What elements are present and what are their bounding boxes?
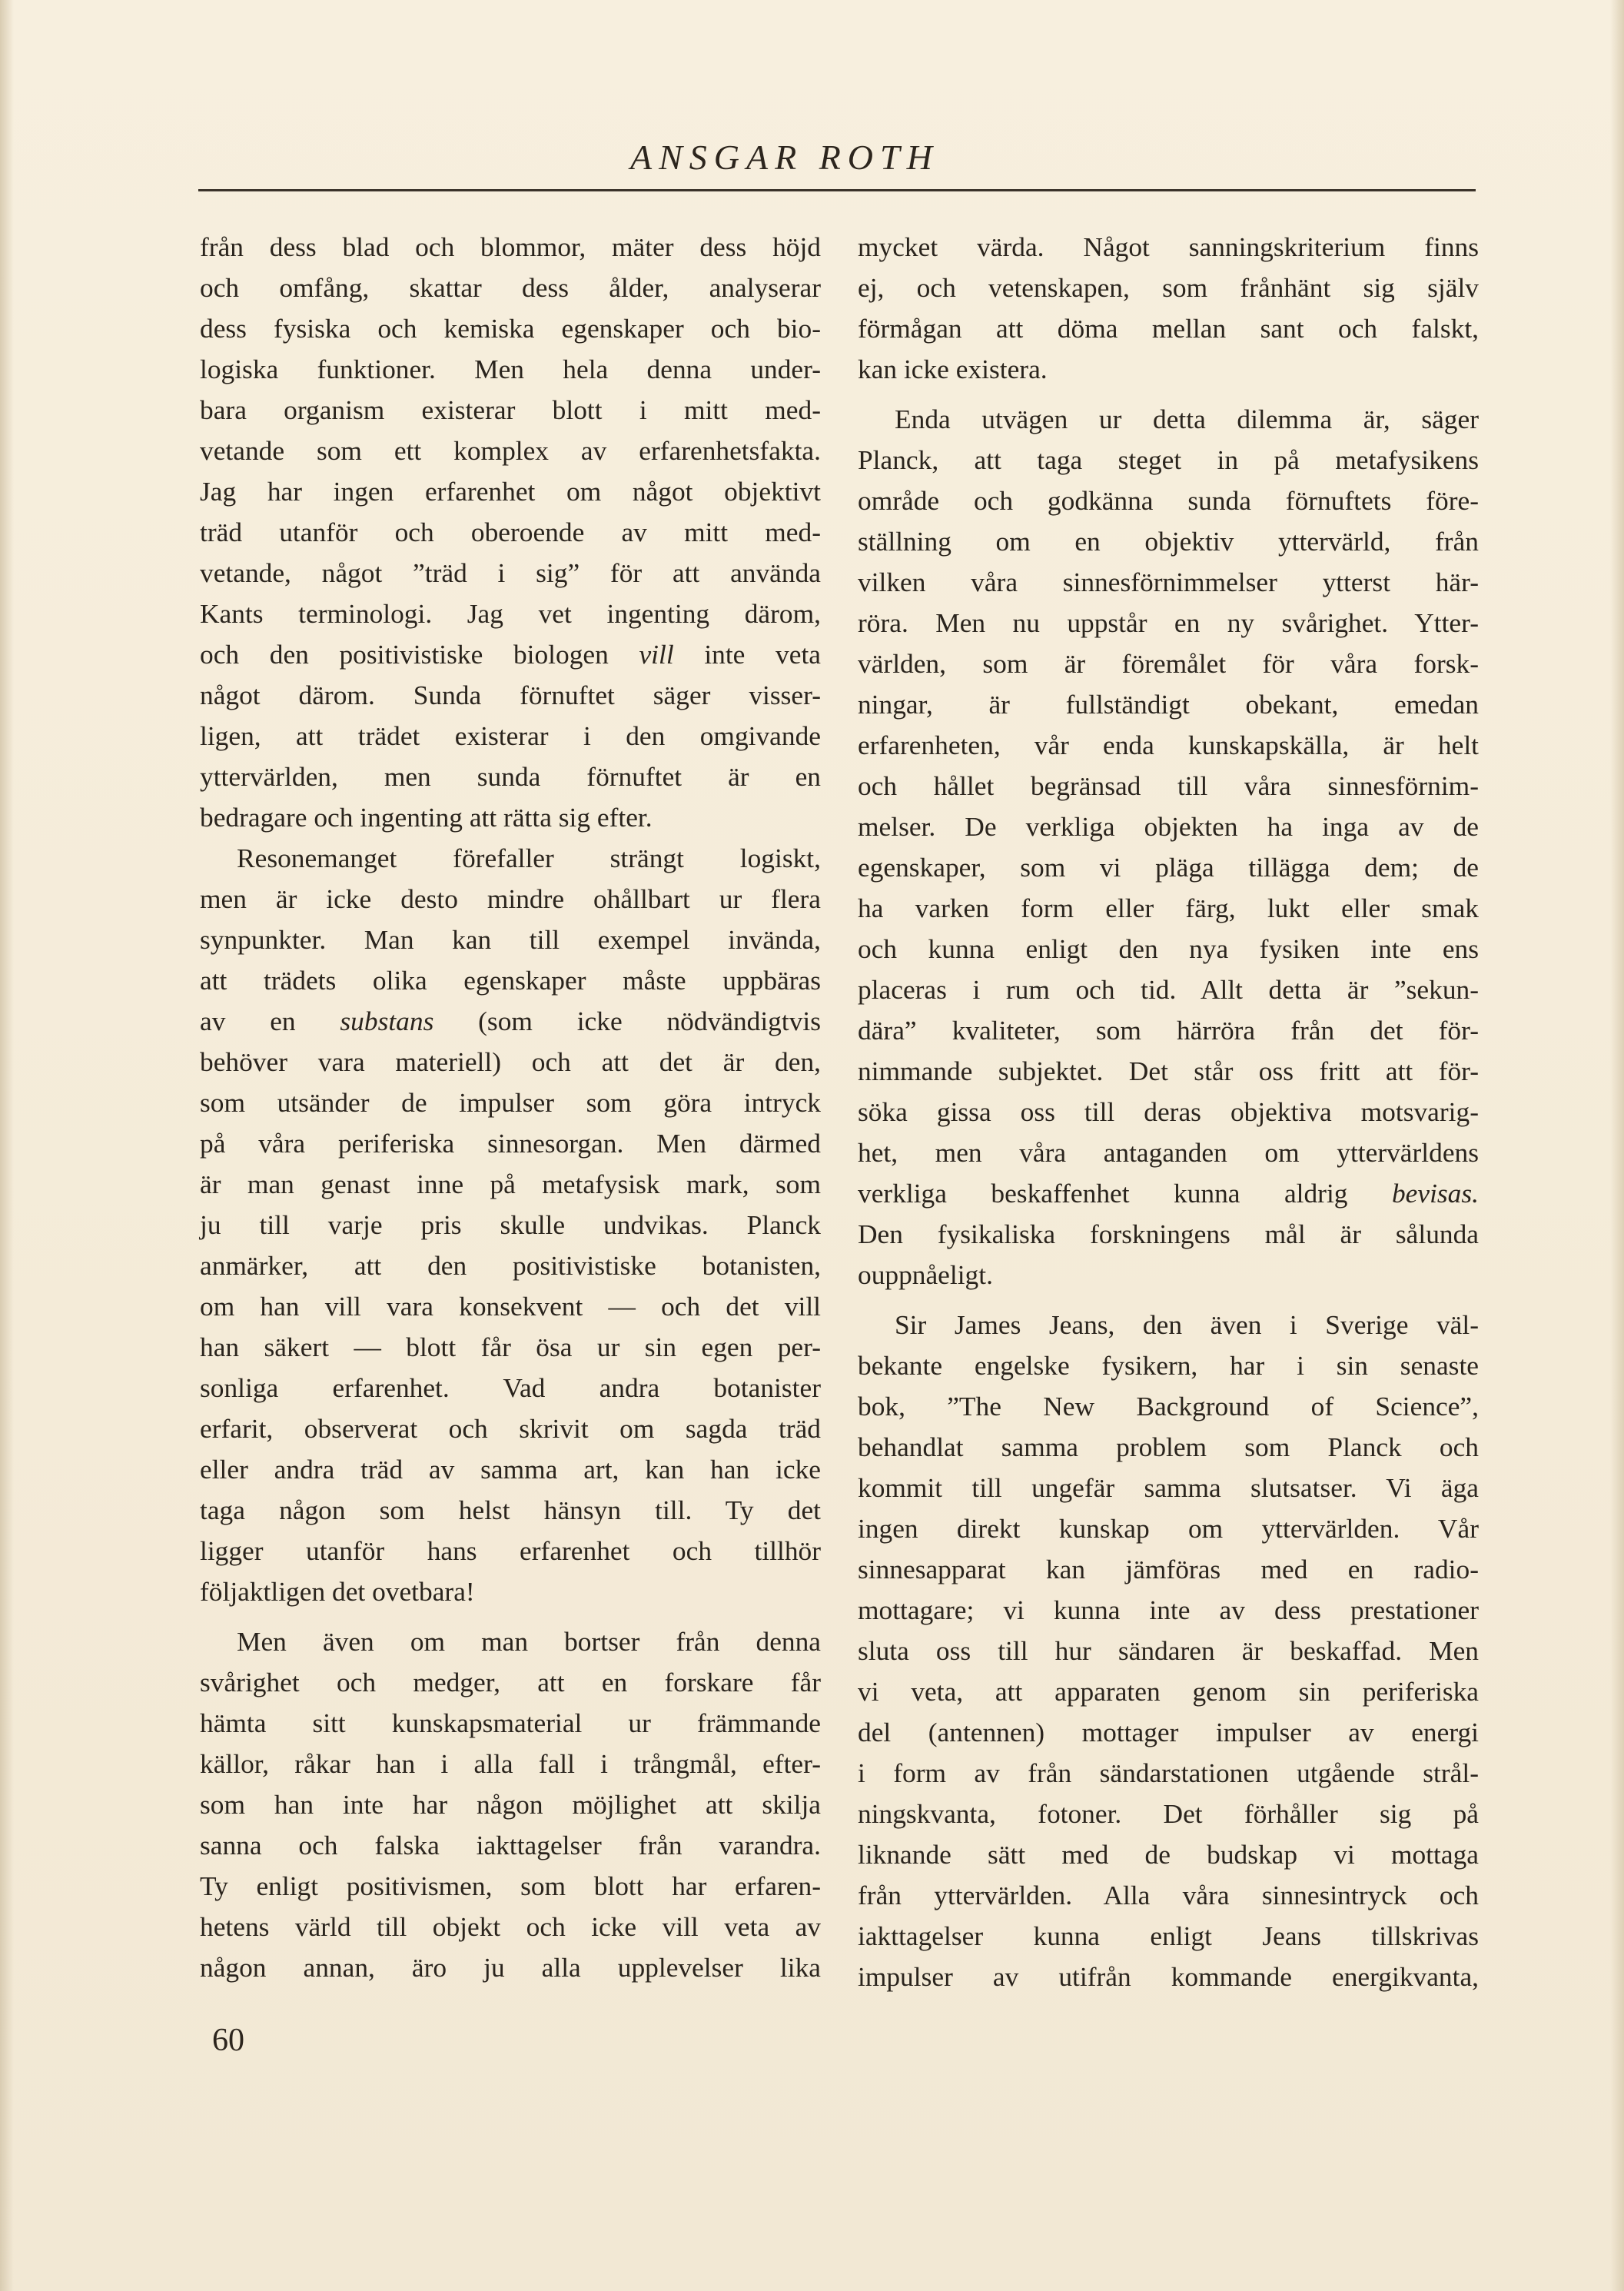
- text-line: röra. Men nu uppstår en ny svårighet. Ytter-: [858, 607, 1479, 638]
- text-line: dess fysiska och kemiska egenskaper och bio-: [200, 313, 821, 344]
- text-line: kan icke existera.: [858, 354, 1048, 384]
- text-line: ingen direkt kunskap om yttervärlden. Vår: [858, 1513, 1479, 1544]
- text-line: är man genast inne på metafysisk mark, som: [200, 1169, 821, 1199]
- left-text-column: [200, 227, 821, 1988]
- italic-word: vill: [639, 639, 674, 670]
- text-line: ha varken form eller färg, lukt eller smak: [858, 893, 1479, 923]
- text-line: kommit till ungefär samma slutsatser. Vi äga: [858, 1472, 1479, 1503]
- text-line: som utsänder de impulser som göra intryck: [200, 1087, 821, 1118]
- paragraph-first-line: Resonemanget förefaller strängt logiskt,: [237, 843, 821, 873]
- text-line: någon annan, äro ju alla upplevelser lika: [200, 1952, 821, 1983]
- text-line: hetens värld till objekt och icke vill veta av: [200, 1911, 821, 1942]
- text-line: hämta sitt kunskapsmaterial ur främmande: [200, 1707, 821, 1738]
- paragraph-first-line: Men även om man bortser från denna: [237, 1626, 821, 1657]
- right-text-column: [858, 227, 1479, 1997]
- italic-word: bevisas.: [1391, 1178, 1479, 1209]
- text-line: Planck, att taga steget in på metafysikens: [858, 444, 1479, 475]
- text-line: i form av från sändarstationen utgående strål-: [858, 1757, 1479, 1788]
- text-line-with-italic: [200, 1001, 821, 1042]
- text-line: något därom. Sunda förnuftet säger visser-: [200, 680, 821, 710]
- italic-word: substans: [340, 1006, 434, 1036]
- text-line: Kants terminologi. Jag vet ingenting därom,: [200, 598, 821, 629]
- text-line: sonliga erfarenhet. Vad andra botanister: [200, 1372, 821, 1403]
- text-line: dära” kvaliteter, som härröra från det för-: [858, 1015, 1479, 1046]
- text-line: han säkert — blott får ösa ur sin egen per-: [200, 1332, 821, 1362]
- text-line: område och godkänna sunda förnuftets före-: [858, 485, 1479, 516]
- page-number: 60: [212, 2023, 244, 2058]
- running-head: ANSGAR ROTH: [630, 138, 939, 177]
- text-line: världen, som är föremålet för våra forsk-: [858, 648, 1479, 679]
- text-line: impulser av utifrån kommande energikvanta,: [858, 1961, 1479, 1992]
- text-line: Den fysikaliska forskningens mål är sålunda: [858, 1219, 1479, 1249]
- text-line: söka gissa oss till deras objektiva motsvarig-: [858, 1096, 1479, 1127]
- text-line: mottagare; vi kunna inte av dess prestationer: [858, 1594, 1479, 1625]
- text-line: och omfång, skattar dess ålder, analyserar: [200, 272, 821, 303]
- text-line: eller andra träd av samma art, kan han icke: [200, 1454, 821, 1485]
- text-fragment: inte veta: [673, 639, 821, 670]
- text-line: placeras i rum och tid. Allt detta är ”sekun-: [858, 974, 1479, 1005]
- text-line: sanna och falska iakttagelser från varandra.: [200, 1830, 821, 1860]
- text-line: vilken våra sinnesförnimmelser ytterst här-: [858, 567, 1479, 597]
- text-line: förmågan att döma mellan sant och falskt,: [858, 313, 1479, 344]
- text-line: bok, ”The New Background of Science”,: [858, 1391, 1479, 1421]
- text-line: vetande som ett komplex av erfarenhetsfakta.: [200, 435, 821, 466]
- text-line: mycket värda. Något sanningskriterium finns: [858, 231, 1479, 262]
- text-line: liknande sätt med de budskap vi mottaga: [858, 1839, 1479, 1870]
- text-line: träd utanför och oberoende av mitt med-: [200, 517, 821, 547]
- text-line: svårighet och medger, att en forskare får: [200, 1667, 821, 1697]
- text-line: ej, och vetenskapen, som frånhänt sig själv: [858, 272, 1479, 303]
- header-rule: [198, 189, 1476, 191]
- text-line: på våra periferiska sinnesorgan. Men därmed: [200, 1128, 821, 1159]
- text-line: erfarit, observerat och skrivit om sagda träd: [200, 1413, 821, 1444]
- text-line: och kunna enligt den nya fysiken inte ens: [858, 933, 1479, 964]
- text-line: het, men våra antaganden om yttervärldens: [858, 1137, 1479, 1168]
- text-line: Jag har ingen erfarenhet om något objektivt: [200, 476, 821, 507]
- text-line: yttervärlden, men sunda förnuftet är en: [200, 761, 821, 792]
- text-line: behöver vara materiell) och att det är den,: [200, 1046, 821, 1077]
- text-line: melser. De verkliga objekten ha inga av de: [858, 811, 1479, 842]
- text-line: synpunkter. Man kan till exempel invända,: [200, 924, 821, 955]
- text-line: logiska funktioner. Men hela denna under-: [200, 354, 821, 384]
- text-line: att trädets olika egenskaper måste uppbäras: [200, 965, 821, 996]
- paragraph-first-line: Enda utvägen ur detta dilemma är, säger: [895, 404, 1479, 434]
- text-line: behandlat samma problem som Planck och: [858, 1431, 1479, 1462]
- text-line: ligger utanför hans erfarenhet och tillhör: [200, 1535, 821, 1566]
- text-line: ligen, att trädet existerar i den omgivande: [200, 720, 821, 751]
- text-line: Ty enligt positivismen, som blott har erfaren-: [200, 1870, 821, 1901]
- text-line: sinnesapparat kan jämföras med en radio-: [858, 1554, 1479, 1584]
- text-line: och hållet begränsad till våra sinnesförnim-: [858, 770, 1479, 801]
- text-line: bara organism existerar blott i mitt med-: [200, 394, 821, 425]
- text-line: från yttervärlden. Alla våra sinnesintryck och: [858, 1880, 1479, 1910]
- text-line: nimmande subjektet. Det står oss fritt att för-: [858, 1056, 1479, 1086]
- text-fragment: verkliga beskaffenhet kunna aldrig: [858, 1178, 1348, 1209]
- text-fragment: och den positivistiske biologen: [200, 639, 609, 670]
- text-line: källor, råkar han i alla fall i trångmål, efter-: [200, 1748, 821, 1779]
- text-line: om han vill vara konsekvent — och det vill: [200, 1291, 821, 1322]
- text-line: ställning om en objektiv yttervärld, från: [858, 526, 1479, 557]
- text-line: egenskaper, som vi pläga tillägga dem; de: [858, 852, 1479, 883]
- paragraph-first-line: Sir James Jeans, den även i Sverige väl-: [895, 1309, 1479, 1340]
- text-line: del (antennen) mottager impulser av energi: [858, 1717, 1479, 1747]
- text-line-with-italic: [858, 1173, 1479, 1214]
- text-line: från dess blad och blommor, mäter dess höjd: [200, 231, 821, 262]
- text-line: bekante engelske fysikern, har i sin senaste: [858, 1350, 1479, 1381]
- text-line: sluta oss till hur sändaren är beskaffad. Men: [858, 1635, 1479, 1666]
- text-line: men är icke desto mindre ohållbart ur flera: [200, 883, 821, 914]
- text-line: vi veta, att apparaten genom sin periferiska: [858, 1676, 1479, 1707]
- text-line-with-italic: [200, 634, 821, 675]
- text-line: taga någon som helst hänsyn till. Ty det: [200, 1495, 821, 1525]
- text-line: som han inte har någon möjlighet att skilja: [200, 1789, 821, 1820]
- text-line: ningskvanta, fotoner. Det förhåller sig på: [858, 1798, 1479, 1829]
- text-line: iakttagelser kunna enligt Jeans tillskrivas: [858, 1920, 1479, 1951]
- text-line: ouppnåeligt.: [858, 1259, 993, 1290]
- text-line: ju till varje pris skulle undvikas. Planck: [200, 1209, 821, 1240]
- text-line: följaktligen det ovetbara!: [200, 1576, 475, 1607]
- text-fragment: (som icke nödvändigtvis: [433, 1006, 821, 1036]
- page-edge-shadow-left: [0, 0, 14, 2291]
- page-edge-shadow-right: [1610, 0, 1624, 2291]
- text-line: bedragare och ingenting att rätta sig efter.: [200, 802, 653, 833]
- text-line: vetande, något ”träd i sig” för att använda: [200, 557, 821, 588]
- text-line: ningar, är fullständigt obekant, emedan: [858, 689, 1479, 720]
- text-line: erfarenheten, vår enda kunskapskälla, är helt: [858, 730, 1479, 760]
- text-line: anmärker, att den positivistiske botanisten,: [200, 1250, 821, 1281]
- text-fragment: av en: [200, 1006, 296, 1036]
